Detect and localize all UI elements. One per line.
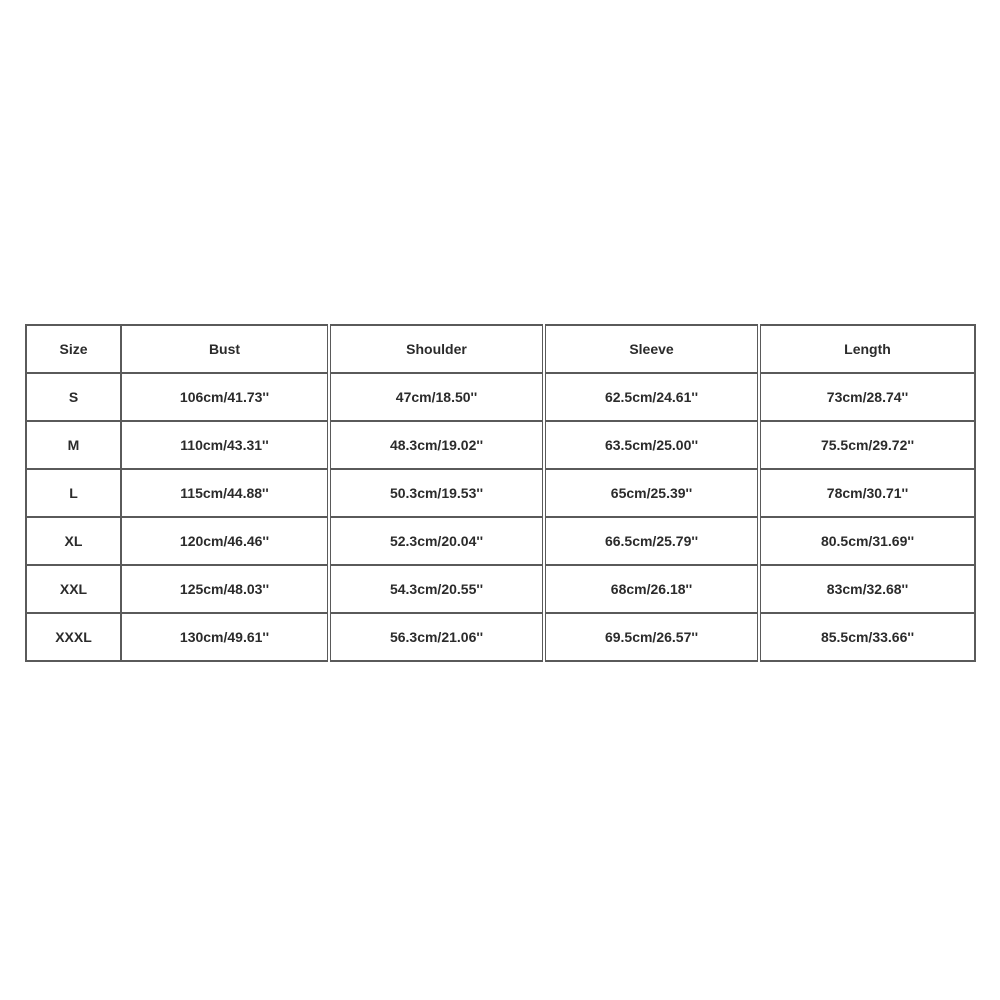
table-row	[26, 565, 975, 613]
length-cell: 85.5cm/33.66''	[759, 613, 975, 661]
shoulder-cell: 54.3cm/20.55''	[329, 565, 544, 613]
table-row	[26, 469, 975, 517]
sleeve-cell: 68cm/26.18''	[544, 565, 759, 613]
size-cell: XXXL	[26, 613, 121, 661]
length-cell: 75.5cm/29.72''	[759, 421, 975, 469]
length-cell: 73cm/28.74''	[759, 373, 975, 421]
shoulder-cell: 50.3cm/19.53''	[329, 469, 544, 517]
header-sleeve: Sleeve	[544, 325, 759, 373]
shoulder-cell: 48.3cm/19.02''	[329, 421, 544, 469]
size-cell: S	[26, 373, 121, 421]
size-cell: M	[26, 421, 121, 469]
bust-cell: 110cm/43.31''	[121, 421, 329, 469]
size-cell: L	[26, 469, 121, 517]
header-shoulder: Shoulder	[329, 325, 544, 373]
bust-cell: 120cm/46.46''	[121, 517, 329, 565]
sleeve-cell: 62.5cm/24.61''	[544, 373, 759, 421]
sleeve-cell: 66.5cm/25.79''	[544, 517, 759, 565]
size-chart-table	[25, 324, 976, 662]
length-cell: 78cm/30.71''	[759, 469, 975, 517]
shoulder-cell: 47cm/18.50''	[329, 373, 544, 421]
header-bust: Bust	[121, 325, 329, 373]
bust-cell: 125cm/48.03''	[121, 565, 329, 613]
header-size: Size	[26, 325, 121, 373]
table-row	[26, 613, 975, 661]
bust-cell: 130cm/49.61''	[121, 613, 329, 661]
length-cell: 80.5cm/31.69''	[759, 517, 975, 565]
table-row	[26, 373, 975, 421]
length-cell: 83cm/32.68''	[759, 565, 975, 613]
table-row	[26, 421, 975, 469]
header-length: Length	[759, 325, 975, 373]
sleeve-cell: 65cm/25.39''	[544, 469, 759, 517]
sleeve-cell: 69.5cm/26.57''	[544, 613, 759, 661]
bust-cell: 106cm/41.73''	[121, 373, 329, 421]
table-row	[26, 517, 975, 565]
shoulder-cell: 56.3cm/21.06''	[329, 613, 544, 661]
shoulder-cell: 52.3cm/20.04''	[329, 517, 544, 565]
table-header-row	[26, 325, 975, 373]
size-cell: XXL	[26, 565, 121, 613]
sleeve-cell: 63.5cm/25.00''	[544, 421, 759, 469]
bust-cell: 115cm/44.88''	[121, 469, 329, 517]
size-cell: XL	[26, 517, 121, 565]
